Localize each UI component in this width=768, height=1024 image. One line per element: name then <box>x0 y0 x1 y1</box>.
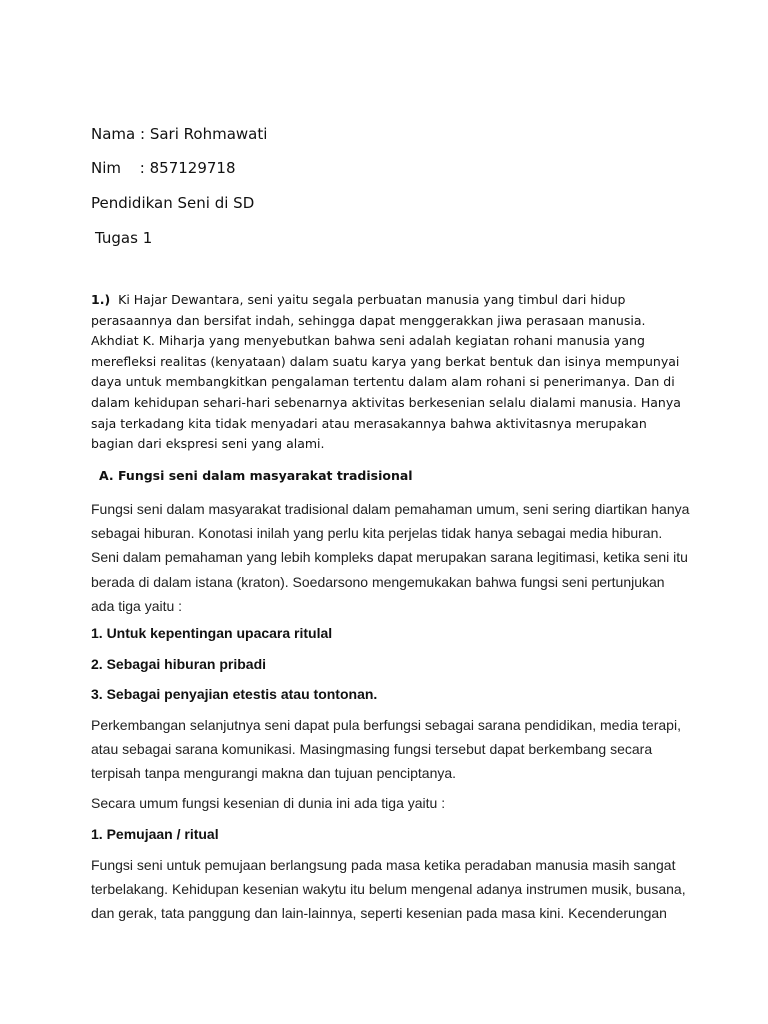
section-a-paragraph-2: Perkembangan selanjutnya seni dapat pula berfungsi sebagai sarana pendidikan, media terapi, atau sebagai sarana komunikasi. Masingmasing fungsi tersebut dapat berkembang secara terpisah tanpa mengurangi makna dan tujuan penciptanya. <box>91 717 681 782</box>
section-a-paragraph-1: Fungsi seni dalam masyarakat tradisional dalam pemahaman umum, seni sering diartikan hanya sebagai hiburan. Konotasi inilah yang perlu kita perjelas tidak hanya sebagai media hiburan. Seni dalam pemahaman yang lebih kompleks dapat merupakan sarana legitimasi, ketika seni itu berada di dalam istana (kraton). Soedarsono mengemukakan bahwa fungsi seni pertunjukan ada tiga yaitu : <box>91 501 690 614</box>
list-item-3: 3. Sebagai penyajian etestis atau tontonan. <box>91 686 378 702</box>
section-a-heading: A. Fungsi seni dalam masyarakat tradisional <box>99 468 413 483</box>
course-label: Pendidikan <box>91 194 173 212</box>
task-title: Tugas 1 <box>95 229 153 247</box>
intro-number: 1.) <box>91 292 111 307</box>
section-a-paragraph-4: Fungsi seni untuk pemujaan berlangsung pada masa ketika peradaban manusia masih sangat terbelakang. Kehidupan kesenian wakytu itu belum mengenal adanya instrumen musik, busana, dan gerak, tata panggung dan lain-lainnya, seperti kesenian pada masa kini. Kecenderungan <box>91 857 686 922</box>
intro-text: Ki Hajar Dewantara, seni yaitu segala perbuatan manusia yang timbul dari hidup perasaannya dan bersifat indah, sehingga dapat menggerakkan jiwa perasaan manusia. Akhdiat K. Miharja yang menyebutkan bahwa seni adalah kegiatan rohani manusia yang merefleksi realitas (kenyataan) dalam suatu karya yang berkat bentuk dan isinya mempunyai daya untuk membangkitkan pengalaman tertentu dalam alam rohani si penerimanya. Dan di dalam kehidupan sehari-hari sebenarnya aktivitas berkesenian selalu dialami manusia. Hanya saja terkadang kita tidak menyadari atau merasakannya bahwa aktivitasnya merupakan bagian dari ekspresi seni yang alami. <box>91 292 681 452</box>
name-value: Sari Rohmawati <box>149 125 268 143</box>
nim-value: : 857129718 <box>139 159 236 177</box>
nim-line <box>91 159 236 177</box>
subheading-pemujaan: 1. Pemujaan / ritual <box>91 826 219 842</box>
list-item-2: 2. Sebagai hiburan pribadi <box>91 656 267 672</box>
nim-label: Nim <box>91 159 121 177</box>
intro-paragraph <box>91 290 691 455</box>
course-line <box>91 194 254 212</box>
section-a-paragraph-3: Secara umum fungsi kesenian di dunia ini ada tiga yaitu : <box>91 795 446 811</box>
list-item-1: 1. Untuk kepentingan upacara ritulal <box>91 625 333 641</box>
course-value: Seni di SD <box>177 194 255 212</box>
name-line <box>91 125 267 143</box>
name-label: Nama : <box>91 125 146 143</box>
